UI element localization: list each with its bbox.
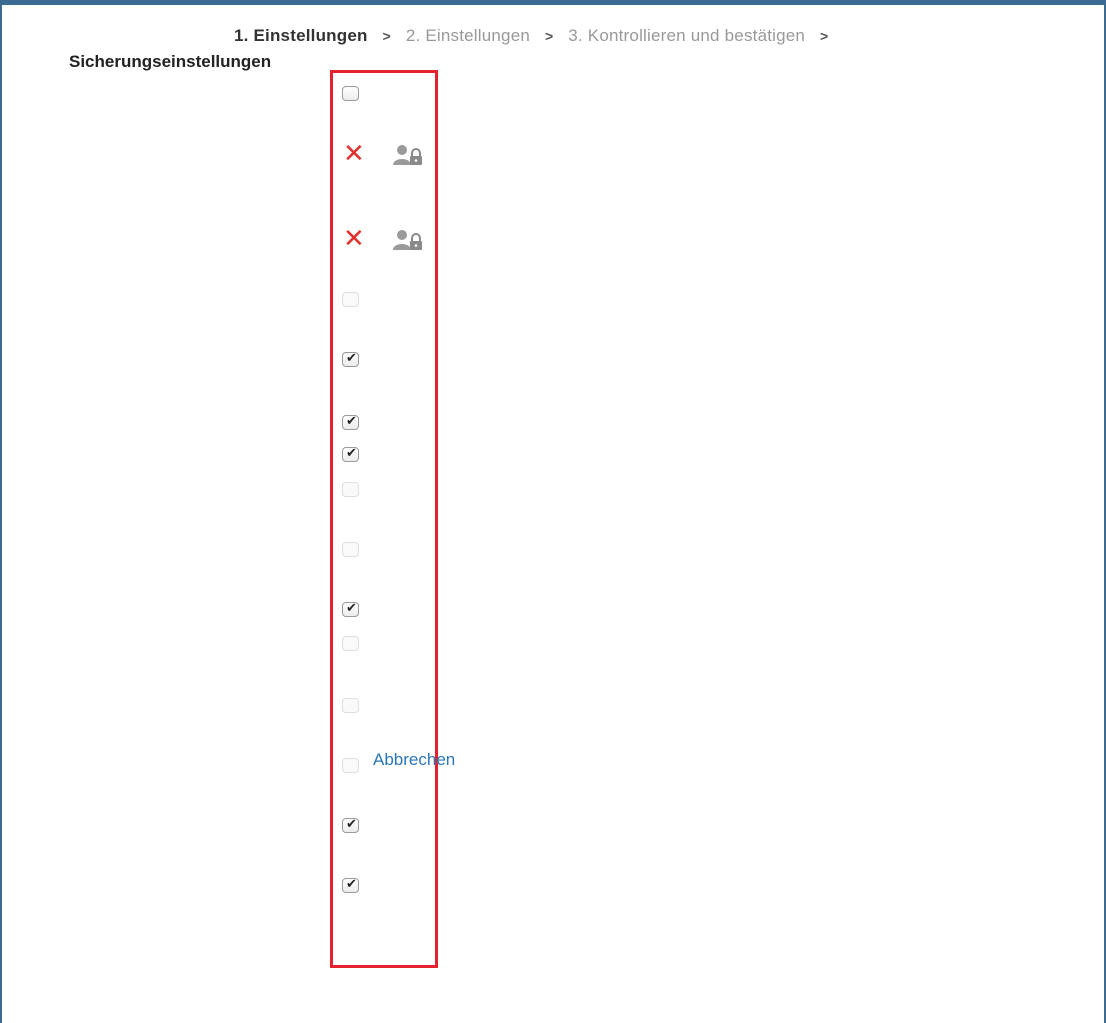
checkmark-icon: ✔ bbox=[346, 446, 357, 461]
chevron-right-icon: > bbox=[544, 28, 554, 44]
x-icon: ✕ bbox=[343, 224, 365, 254]
window-left-border bbox=[0, 5, 2, 1023]
breadcrumb bbox=[234, 26, 1106, 46]
checkmark-icon: ✔ bbox=[346, 817, 357, 832]
checkmark-icon: ✔ bbox=[346, 351, 357, 366]
checkmark-icon: ✔ bbox=[346, 414, 357, 429]
chevron-right-icon: > bbox=[820, 28, 829, 44]
breadcrumb-step-2: 2. Einstellungen bbox=[405, 26, 531, 45]
breadcrumb-step-1: 1. Einstellungen bbox=[234, 26, 368, 45]
window-top-border bbox=[0, 0, 1106, 5]
checkmark-icon: ✔ bbox=[346, 601, 357, 616]
chevron-right-icon: > bbox=[382, 28, 391, 44]
breadcrumb-step-3: 3. Kontrollieren und bestätigen bbox=[568, 26, 806, 45]
section-title: Sicherungseinstellungen bbox=[69, 52, 272, 71]
checkmark-icon: ✔ bbox=[346, 877, 357, 892]
cancel-link[interactable]: Abbrechen bbox=[373, 750, 456, 769]
x-icon: ✕ bbox=[343, 139, 365, 169]
highlight-annotation-box bbox=[330, 70, 438, 968]
